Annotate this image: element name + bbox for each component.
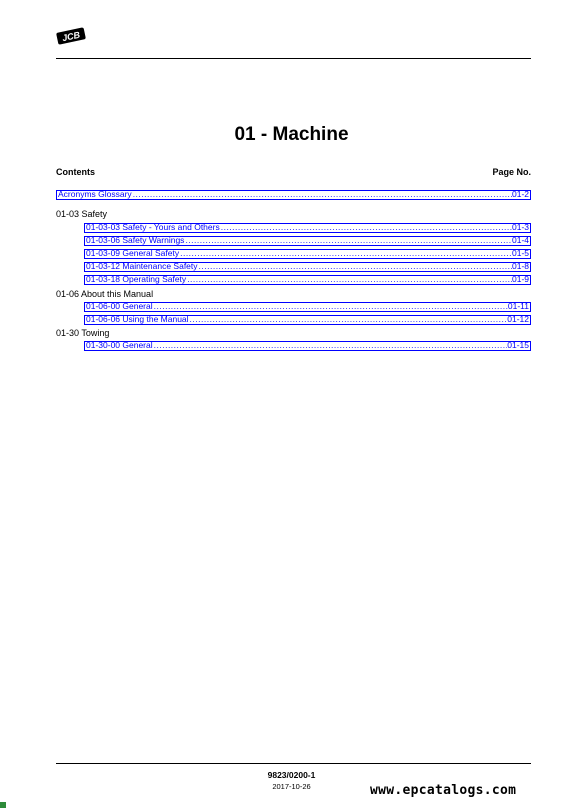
leader-dots [220,223,512,232]
toc-link-label: Acronyms Glossary [58,190,132,199]
header-divider [56,58,531,59]
toc-link-page: 01-5 [511,249,529,258]
toc-link-01-06-06[interactable] [84,315,531,325]
section-heading-safety: 01-03 Safety [56,209,108,219]
toc-link-label: 01-06-06 Using the Manual [86,315,189,324]
toc-link-label: 01-03-12 Maintenance Safety [86,262,198,271]
toc-link-page: 01-8 [511,262,529,271]
toc-link-label: 01-06-00 General [86,302,153,311]
leader-dots [132,190,512,199]
document-date: 2017-10-26 [272,782,311,791]
contents-header: Contents [56,167,95,177]
toc-link-01-03-09[interactable] [84,249,531,259]
toc-link-page: 01-2 [511,190,529,199]
toc-link-01-06-00[interactable] [84,302,531,312]
toc-link-label: 01-03-18 Operating Safety [86,275,187,284]
page-no-header: Page No. [492,167,531,177]
section-heading-about-manual: 01-06 About this Manual [56,289,154,299]
toc-link-page: 01-11 [507,302,529,311]
toc-link-label: 01-30-00 General [86,341,153,350]
toc-link-01-03-06[interactable] [84,236,531,246]
corner-marker [0,802,6,808]
toc-link-acronyms-glossary[interactable] [56,190,531,200]
section-heading-towing: 01-30 Towing [56,328,110,338]
toc-link-page: 01-12 [507,315,529,324]
page-title: 01 - Machine [234,124,349,145]
toc-link-page: 01-9 [511,275,529,284]
jcb-logo [55,26,87,46]
leader-dots [189,315,508,324]
toc-link-01-03-18[interactable] [84,275,531,285]
logo-text: JCB [61,29,81,44]
toc-link-page: 01-4 [511,236,529,245]
leader-dots [186,275,512,284]
watermark-url: www.epcatalogs.com [370,783,517,798]
toc-link-page: 01-15 [507,341,529,350]
footer-divider [56,763,531,764]
leader-dots [198,262,512,271]
toc-link-label: 01-03-03 Safety - Yours and Others [86,223,220,232]
leader-dots [153,302,508,311]
leader-dots [179,249,512,258]
toc-link-label: 01-03-09 General Safety [86,249,180,258]
toc-link-page: 01-3 [511,223,529,232]
toc-link-label: 01-03-06 Safety Warnings [86,236,185,245]
leader-dots [153,341,508,350]
toc-link-01-30-00[interactable] [84,341,531,351]
toc-link-01-03-12[interactable] [84,262,531,272]
document-number: 9823/0200-1 [267,770,316,780]
toc-link-01-03-03[interactable] [84,223,531,233]
leader-dots [184,236,512,245]
